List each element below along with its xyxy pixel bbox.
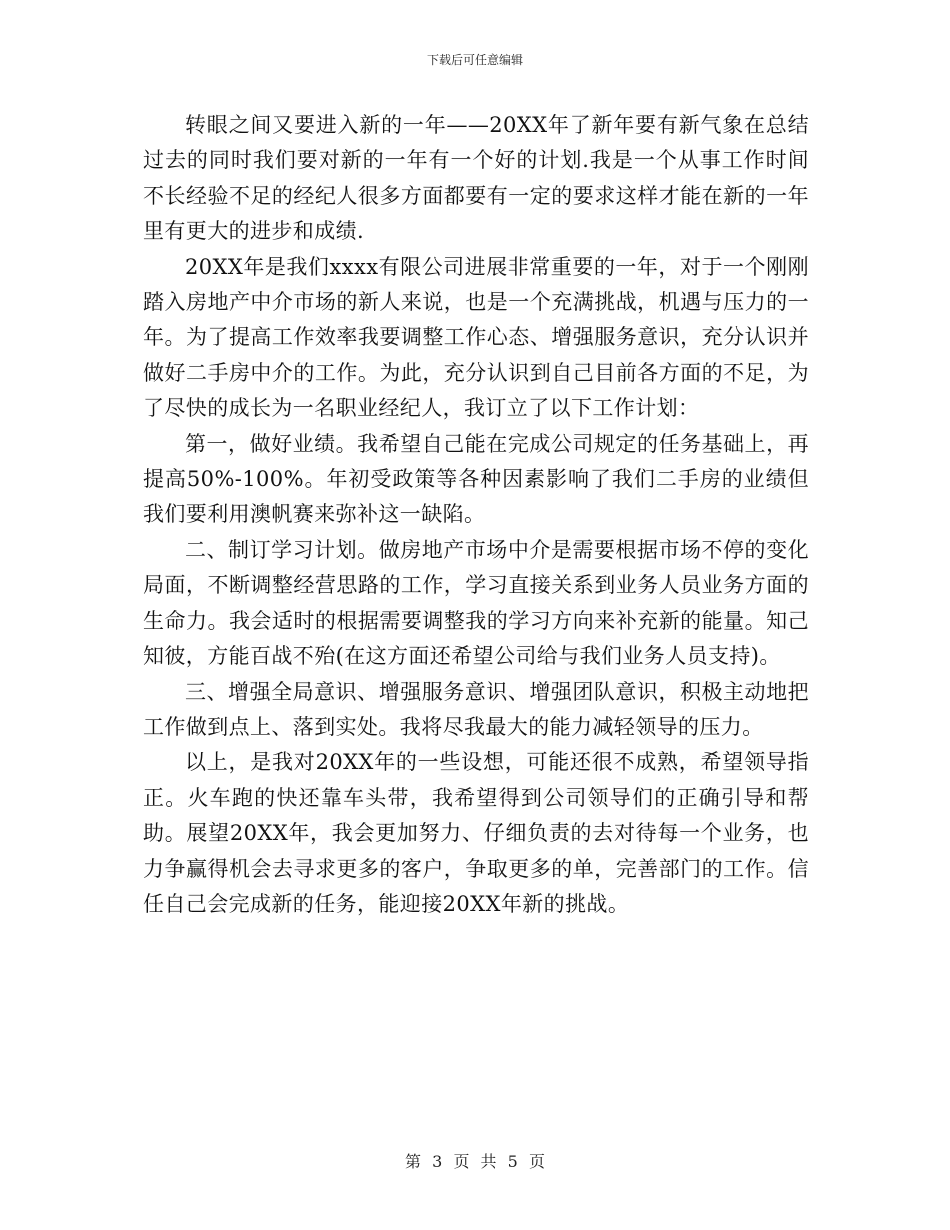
paragraph-2: 20XX年是我们xxxx有限公司进展非常重要的一年，对于一个刚刚踏入房地产中介市场的新人来说，也是一个充满挑战，机遇与压力的一年。为了提高工作效率我要调整工作心态、增强服务意识，充分认识并做好二手房中介的工作。为此，充分认识到自己目前各方面的不足，为了尽快的成长为一名职业经纪人，我订立了以下工作计划： [143, 254, 809, 421]
footer-page-mid: 页 [453, 1152, 470, 1171]
document-body [143, 108, 809, 922]
paragraph-5: 三、增强全局意识、增强服务意识、增强团队意识，积极主动地把工作做到点上、落到实处。我将尽我最大的能力减轻领导的压力。 [143, 679, 809, 739]
footer-page-prefix: 第 [405, 1152, 422, 1171]
page-footer [0, 1152, 950, 1172]
footer-page-suffix: 页 [528, 1152, 545, 1171]
footer-total-prefix: 共 [480, 1152, 497, 1171]
paragraph-6: 以上，是我对20XX年的一些设想，可能还很不成熟，希望领导指正。火车跑的快还靠车头带，我希望得到公司领导们的正确引导和帮助。展望20XX年，我会更加努力、仔细负责的去对待每一个业务，也力争赢得机会去寻求更多的客户，争取更多的单，完善部门的工作。信任自己会完成新的任务，能迎接20XX年新的挑战。 [143, 750, 809, 916]
paragraph-4: 二、制订学习计划。做房地产市场中介是需要根据市场不停的变化局面，不断调整经营思路的工作，学习直接关系到业务人员业务方面的生命力。我会适时的根据需要调整我的学习方向来补充新的能量。知己知彼，方能百战不殆(在这方面还希望公司给与我们业务人员支持)。 [143, 537, 809, 669]
footer-total-pages: 5 [507, 1152, 518, 1171]
footer-current-page: 3 [432, 1152, 443, 1171]
page-header [0, 52, 950, 68]
header-text: 下载后可任意编辑 [426, 53, 523, 67]
paragraph-1: 转眼之间又要进入新的一年——20XX年了新年要有新气象在总结过去的同时我们要对新的一年有一个好的计划.我是一个从事工作时间不长经验不足的经纪人很多方面都要有一定的要求这样才能在新的一年里有更大的进步和成绩. [143, 113, 809, 244]
paragraph-3: 第一，做好业绩。我希望自己能在完成公司规定的任务基础上，再提高50%-100%。年初受政策等各种因素影响了我们二手房的业绩但我们要利用澳帆赛来弥补这一缺陷。 [143, 431, 809, 527]
